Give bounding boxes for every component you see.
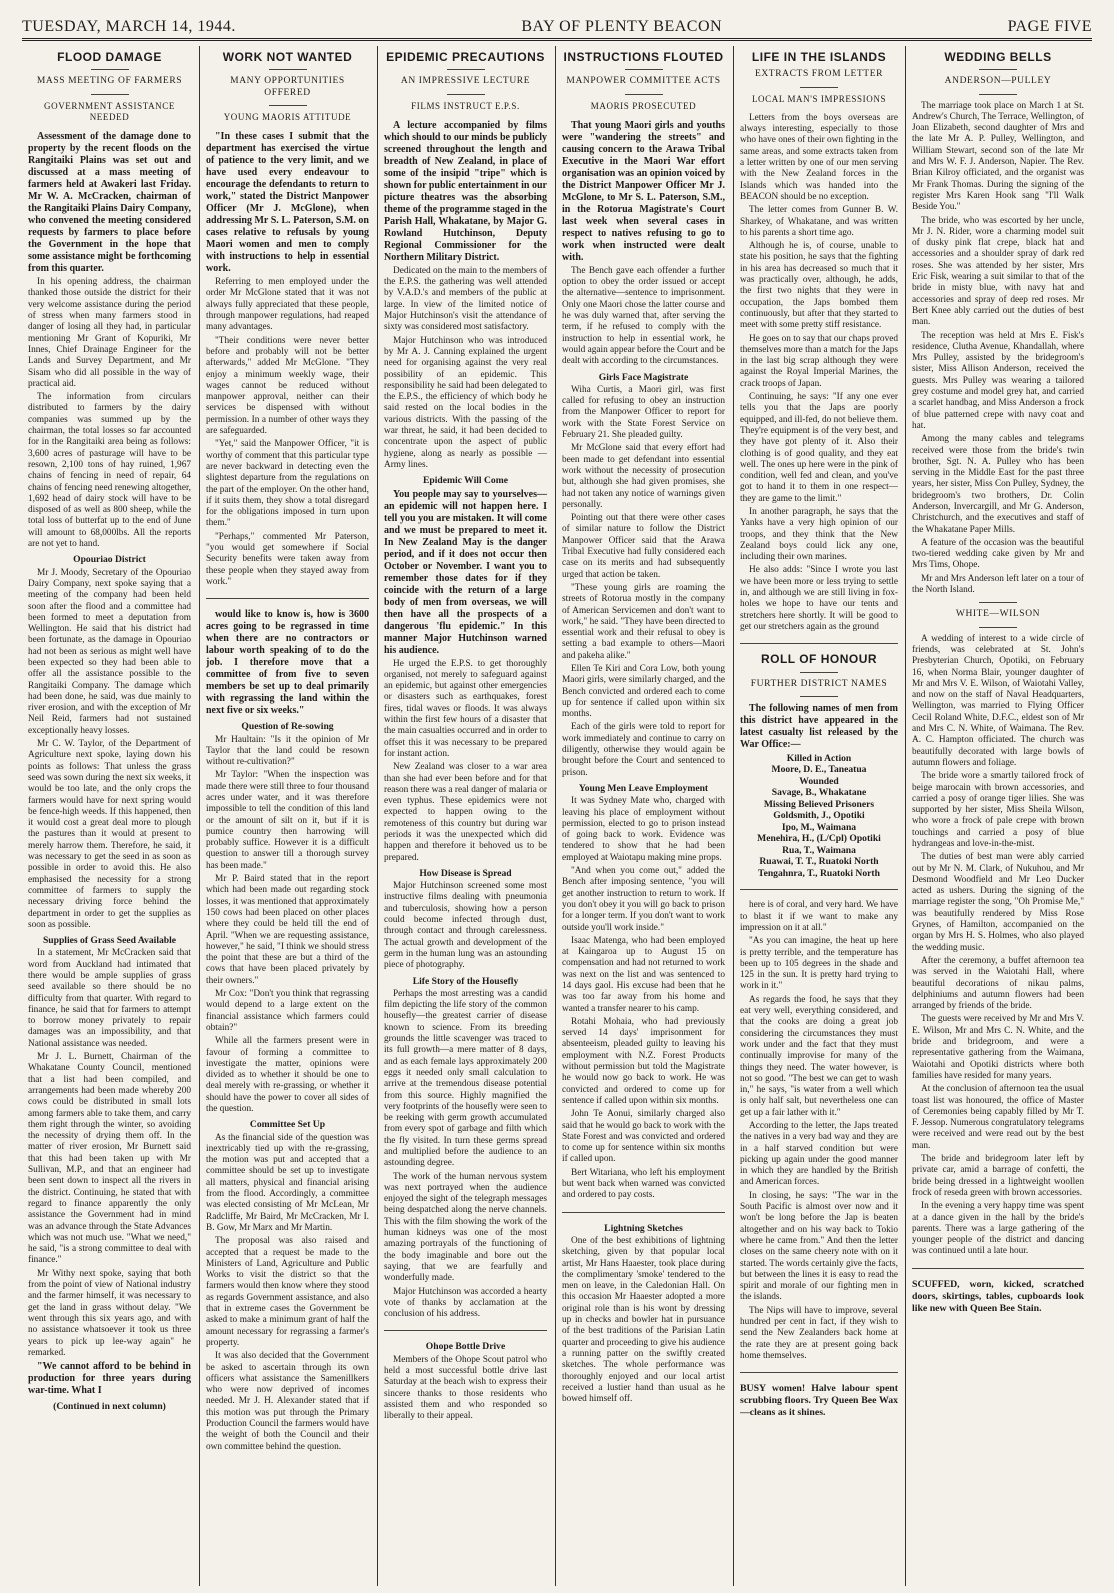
lead-paragraph: That young Maori girls and youths were "wandering the streets" and causing concern to the Arawa Tribal Executive in the Maori War effort organisation was an opinion voiced by the District Manpower Officer Mr J. McGlone, to Mr S. L. Paterson, S.M., in the Rotorua Magistrate's Court last week when several cases in respect to natives refusing to go to work when instructed were dealt with.	[562, 119, 725, 263]
paragraph: Perhaps the most arresting was a candid film depicting the life story of the common housefly—the greatest carrier of disease known to science. From its breeding grounds the little scavenger was traced to its full growth—a mere matter of 8 days, and as each female lays approximately 200 eggs it needed only small calculation to arrive at the tremendous disease potential from this source. Highly magnified the very footprints of the housefly were seen to be reeking with germ growth accumulated from every spot of garbage and filth which the fly visited. In turn these germs spread and multiplied before the audience to an astounding degree.	[384, 988, 547, 1169]
paragraph: The guests were received by Mr and Mrs V. E. Wilson, Mr and Mrs C. N. White, and the bride and bridegroom, and were a representative gathering from the Waimana, Waiotahi and Opotiki districts where both families have resided for many years.	[912, 1014, 1084, 1081]
paragraph: It was Sydney Mate who, charged with leaving his place of employment without permission, elected to go to prison instead of going back to work. Evidence was tendered to show that he had been employed at Waiotapu making mine props.	[562, 796, 725, 863]
column-work-not-wanted	[206, 46, 369, 1586]
paragraph: In another paragraph, he says that the Yanks have a very high opinion of our troops, and they think that the New Zealand boys could lick any one, including their own marines.	[740, 506, 898, 563]
section-rule	[384, 1330, 547, 1331]
subheadline: MANPOWER COMMITTEE ACTS	[566, 76, 721, 87]
subheadline: AN IMPRESSIVE LECTURE	[400, 76, 531, 87]
casualty-heading: Missing Believed Prisoners	[763, 798, 875, 810]
rule	[447, 69, 485, 70]
column-flood-damage	[28, 46, 191, 1586]
casualty-heading: Wounded	[799, 775, 839, 787]
paragraph: You people may say to yourselves—an epidemic will not happen here. I tell you you are mistaken. It will come and we must be prepared to meet it. In New Zealand May is the danger period, and if it does not occur then October or November. I want you to remember those dates for if they coincide with the return of a large body of men from overseas, we will then have all the prospects of a dangerous 'flu epidemic." In this manner Major Hutchinson warned his audience.	[384, 488, 547, 656]
paragraph: In a statement, Mr McCracken said that word from Auckland had intimated that there would be ample supplies of grass seed available so there should be no difficulty from that quarter. With regard to finance, he said that for farmers to attempt to borrow money privately to repair damages was an impossibility, and that National assistance was needed.	[28, 948, 191, 1049]
section-heading: Opouriao District	[73, 554, 146, 566]
section-heading: Supplies of Grass Seed Available	[42, 935, 177, 947]
casualty-name: Menehira, H., (L/Cpl) Opotiki	[757, 833, 881, 845]
paragraph: Mr Cox: "Don't you think that regrassing would depend to a large extent on the financial assistance which farmers could obtain?"	[206, 989, 369, 1033]
paragraph: The duties of best man were ably carried out by Mr N. M. Clark, of Nukuhou, and Mr Desmond Woodfield and Mr Leo Ducker acted as ushers. During the signing of the marriage register the song, "Oh Promise Me," was beautifully rendered by Miss Rose Grynes, of Hamilton, accompanied on the organ by Mrs H. S. Holmes, who also played the wedding music.	[912, 852, 1084, 953]
rule	[979, 602, 1017, 603]
subheadline: MAORIS PROSECUTED	[590, 100, 697, 111]
paragraph: The work of the human nervous system was next portrayed when the audience enjoyed the sight of the telegraph messages being despatched along the nerve channels. This with the film showing the work of the human kidneys was one of the most amazing portrayals of the functioning of the body imaginable and bore out the saying, that we are fearfully and wonderfully made.	[384, 1171, 547, 1284]
paragraph: According to the letter, the Japs treated the natives in a very bad way and they are in a half starved condition but were picking up again under the good manner in which they are handled by the British and American forces.	[740, 1120, 898, 1188]
paragraph: One of the best exhibitions of lightning sketching, given by that popular local artist, Mr Hans Haaester, took place during the complimentary 'smoke' tendered to the men on leave, in the Caledonian Hall. On this occasion Mr Haaester adopted a more original role than is his wont by dressing up in checks and bowler hat in pursuance of the best traditions of the Parisian Latin quarter and proceeding to give his audience a running patter on the swiftly created sketches. The whole performance was thoroughly enjoyed and our local artist received a lustier hand than usual as he bowed himself off.	[562, 1235, 725, 1405]
paragraph: Rotahi Mohaia, who had previously served 14 days' imprisonment for absenteeism, pleaded guilty to leaving his employment with N.Z. Forest Products without permission but told the Magistrate he would now go back to work. He was convicted and ordered to come up for sentence if called upon within six months.	[562, 1016, 725, 1106]
section-heading: How Disease is Spread	[419, 867, 512, 879]
column-rule	[555, 46, 556, 1586]
paragraph: In closing, he says: "The war in the South Pacific is almost over now and it won't be long before the Jap is beaten altogether and on his way back to Tokio where he came from." And then the letter closes on the same cheery note with on it started. The words certainly give the facts, but between the lines it is easy to read the spirit and morale of our fighting men in the islands.	[740, 1190, 898, 1303]
column-rule	[733, 46, 734, 1586]
advertisement: BUSY women! Halve labour spent scrubbing floors. Try Queen Bee Wax—cleans as it shines.	[740, 1383, 898, 1419]
paragraph: here is of coral, and very hard. We have to blast it if we want to make any impression on it at all."	[740, 900, 898, 933]
paragraph: Major Hutchinson screened some most instructive films dealing with pneumonia and tuberculosis, showing how a person could become infected through dust, through contact and through carelessness. The actual growth and development of the germ in the human lung was an astounding piece of photography.	[384, 881, 547, 971]
subheadline: MANY OPPORTUNITIES OFFERED	[230, 76, 345, 98]
rule	[800, 672, 838, 673]
paragraph: It was also decided that the Government be asked to ascertain through its own officers what assistance the Samenillkers who were now deprived of incomes needed. Mr J. H. Alexander stated that if this motion was put through the Primary Production Council the farmers would have the weight of both the Council and their own committee behind the question.	[206, 1351, 369, 1452]
paragraph: John Te Aonui, similarly charged also said that he would go back to work with the State Forest and was convicted and ordered to come up for sentence within six months if called upon.	[562, 1109, 725, 1165]
section-rule	[912, 1268, 1084, 1269]
casualty-name: Savage, B., Whakatane	[771, 787, 867, 799]
masthead-date: TUESDAY, MARCH 14, 1944.	[22, 18, 236, 35]
paragraph: Each of the girls were told to report for work immediately and continue to carry on diligently, otherwise they would again be brought before the Court and sentenced to prison.	[562, 722, 725, 778]
column-wedding-bells	[912, 46, 1084, 1586]
paragraph: Mr and Mrs Anderson left later on a tour of the North Island.	[912, 573, 1084, 596]
paragraph: Among the many cables and telegrams received were those from the bride's twin brother, Sgt. N. A. Pulley who has been serving in the Middle East for the past three years, her sister, Miss Con Pulley, Sydney, the bridegroom's two brothers, Dr. Colin Anderson, Invercargill, and Mr G. Anderson, Christchurch, and the executives and staff of the Whakatane Paper Mills.	[912, 434, 1084, 535]
paragraph: Mr P. Baird stated that in the report which had been made out regarding stock losses, it was mentioned that approximately 150 cows had been placed on other places where they could be held till the end of April. "When we are requesting assistance, however," he said, "I think we should stress the point that these are but a third of the cows that have been placed privately by their owners."	[206, 874, 369, 986]
paragraph: Mr J. Moody, Secretary of the Opouriao Dairy Company, next spoke saying that a meeting of the company had been held soon after the flood and a committee had been formed to meet a deputation from Wellington. He said that his district had been fortunate, as the damage in Opouriao had not been as serious as might well have been expected so they had been able to offer all the assistance possible to the Rangitaiki Company. The damage which had been done, he said, was due mainly to river erosion, and with the exception of Mr Neil Reid, farmers had not sustained exceptionally heavy losses.	[28, 567, 191, 736]
section-rule	[740, 1372, 898, 1373]
paragraph: "We cannot afford to be behind in production for three years during war-time. What I	[28, 1361, 191, 1397]
paragraph: "Their conditions were never better before and probably will not be better afterwards," added Mr McGlone. "They enjoy a minimum weekly wage, their wages cannot be reduced without manpower approval, neither can their services be dispensed with without permission. In a number of other ways they are safeguarded.	[206, 335, 369, 437]
continued-paragraph: would like to know is, how is 3600 acres going to be regrassed in time when there are no contractors or labour worth speaking of to do the job. I therefore move that a committee of from five to seven members be set up to deal primarily with regrassing the land within the next five or six weeks."	[206, 609, 369, 717]
section-rule	[740, 889, 898, 890]
paragraph: Dedicated on the main to the members of the E.P.S. the gathering was well attended by V.A.D.'s and members of the public at large. In view of the limited notice of Major Hutchinson's visit the attendance of sixty was considered most satisfactory.	[384, 265, 547, 333]
casualty-name: Ruawai, T. T., Ruatoki North	[759, 856, 879, 868]
column-rule	[905, 46, 906, 1586]
lead-paragraph: Assessment of the damage done to property by the recent floods on the Rangitaiki Plains was set out and discussed at a mass meeting of farmers held at Awakeri last Friday. Mr W. A. McCracken, chairman of the Rangitaiki Plains Dairy Company, who convened the meeting considered requests by farmers to place before the Government in the hope that some assistance might be forthcoming from this quarter.	[28, 131, 191, 275]
paragraph: "And when you come out," added the Bench after imposing sentence, "you will get another instruction to return to work. If you don't obey it you will go back to prison for a longer term. If you don't want to work outside you'll work inside."	[562, 866, 725, 933]
casualty-name: Tengahnra, T., Ruatoki North	[758, 867, 880, 879]
headline: WEDDING BELLS	[944, 50, 1052, 64]
rule	[91, 94, 129, 95]
paragraph: The information from circulars distributed to farmers by the dairy companies was summed up by the chairman, the total losses so far accounted for in the Rangitaiki area being as follows: 3,600 acres of pasturage will have to be resown, 2,100 tons of hay ruined, 1,967 chains of fencing in need of repair, 64 chains of fencing need renewing altogether, 1,692 head of dairy stock will have to be disposed of as well as 800 sheep, while the total loss of butterfat up to the end of June will amount to 68,000lbs. All the reports are not yet to hand.	[28, 392, 191, 550]
paragraph: Isaac Matenga, who had been employed at Kaingaroa up to August 15 on compensation and had not returned to work was next on the list and was sentenced to 14 days gaol. His excuse had been that he was too far away from his home and wanted a transfer nearer to his camp.	[562, 935, 725, 1014]
subheadline: LOCAL MAN'S IMPRESSIONS	[751, 93, 887, 104]
paragraph: Ellen Te Kiri and Cora Low, both young Maori girls, were similarly charged, and the Bench convicted and ordered each to come up for sentence if called upon within six months.	[562, 663, 725, 720]
paragraph: Major Hutchinson who was introduced by Mr A. J. Canning explained the urgent need for organising against the very real possibility of an epidemic. This responsibility he said had been delegated to the E.P.S., the efficiency of which body he said rested on the local bodies in the various districts. With the passing of the war threat, he said, it had been decided to concentrate upon the aspect of public hygiene, along as nearly as possible —Army lines.	[384, 335, 547, 470]
casualty-name: Ipo, M., Waimana	[781, 821, 857, 833]
casualty-name: Rua, T., Waimana	[782, 844, 856, 856]
rule	[91, 69, 129, 70]
column-rule	[199, 46, 200, 1586]
rule	[269, 69, 307, 70]
paragraph: He goes on to say that our chaps proved themselves more than a match for the Japs in the last big scrap although they were against the Royal Imperial Marines, the crack troops of Japan.	[740, 333, 898, 389]
subheadline: ANDERSON—PULLEY	[944, 76, 1052, 87]
paragraph: A feature of the occasion was the beautiful two-tiered wedding cake given by Mr and Mrs Tims, Ohope.	[912, 537, 1084, 571]
paragraph: The bride and bridegroom later left by private car, amid a barrage of confetti, the bride being dressed in a lightweight woollen frock of reseda green with brown accessories.	[912, 1154, 1084, 1198]
subheadline: EXTRACTS FROM LETTER	[754, 69, 884, 80]
section-heading: Young Men Leave Employment	[578, 782, 709, 794]
lead-paragraph: "In these cases I submit that the department has exercised the virtue of patience to the very limit, and we have used every endeavour to encourage the defendants to return to work," stated the District Manpower Officer (Mr J. McGlone), when addressing Mr S. L. Paterson, S.M. on cases relative to refusals by young Maori women and men to comply with instructions to help in essential work.	[206, 131, 369, 275]
section-heading: Ohope Bottle Drive	[425, 1341, 506, 1353]
paragraph: The proposal was also raised and accepted that a request be made to the Ministers of Land, Agriculture and Public Works to visit the district so that the farmers would then know where they stood as regards Government assistance, and also that in extreme cases the Government be asked to make a minimum grant of half the amount necessary for regrassing a farmer's property.	[206, 1236, 369, 1348]
column-instructions-flouted	[562, 46, 725, 1586]
paragraph: Mr J. L. Burnett, Chairman of the Whakatane County Council, mentioned that a list had been compiled, and arrangements had been made whereby 200 cows could be distributed in small lots among farmers able to take them, and carry them right through the winter, so avoiding the necessity of drying them off. In the matter of river erosion, Mr Burnett said that this had been taken up with Mr Sullivan, M.P., and that an engineer had been sent down to inspect all the rivers in the district. Continuing, he stated that with regard to finance apparently the only assistance the Government had in mind was an advance through the State Advances which was not much use. "What we need," he said, "is a strong committee to deal with finance."	[28, 1052, 191, 1266]
paragraph: At the conclusion of afternoon tea the usual toast list was honoured, the office of Master of Ceremonies being capably filled by Mr T. F. Jessop. Numerous congratulatory telegrams were received and were read out by the best man.	[912, 1084, 1084, 1151]
headline: EPIDEMIC PRECAUTIONS	[386, 50, 545, 64]
rule	[625, 94, 663, 95]
rule	[800, 696, 838, 697]
subheadline: GOVERNMENT ASSISTANCE NEEDED	[44, 100, 175, 122]
paragraph: Letters from the boys overseas are always interesting, especially to those who have ones of their own fighting in the same areas, and some extracts taken from a letter written by one of our men serving with the New Zealand forces in the Islands which was handed into the BEACON should be no exception.	[740, 112, 898, 202]
headline: FLOOD DAMAGE	[57, 50, 162, 64]
paragraph: Members of the Ohope Scout patrol who held a most successful bottle drive last Saturday at the beach wish to express their sincere thanks to those residents who assisted them and who responded so liberally to their appeal.	[384, 1354, 547, 1422]
rule	[979, 69, 1017, 70]
masthead-page-number: PAGE FIVE	[1007, 18, 1092, 35]
paragraph: Major Hutchinson was accorded a hearty vote of thanks by acclamation at the conclusion of his address.	[384, 1286, 547, 1320]
paragraph: Referring to men employed under the order Mr McGlone stated that it was not always fully appreciated that these people, through manpower regulations, had reaped many advantages.	[206, 277, 369, 333]
paragraph: Mr C. W. Taylor, of the Department of Agriculture next spoke, laying down his points as follows: That unless the grass seed was sown during the next six weeks, it would be too late, and the only crops the farmers would have for next spring would be fence-high weeds. If this happened, then it would cost a great deal more to plough the pastures than it would at present to merely harrow them. Therefore, he said, it was necessary to get the seed in as soon as possible in order to avoid this. He also emphasised the necessity for a strong committee of farmers to supply the necessary driving force behind the department in order to get the supplies as soon as possible.	[28, 739, 191, 930]
rule	[447, 94, 485, 95]
paragraph: The reception was held at Mrs E. Fisk's residence, Clutha Avenue, Khandallah, where Mrs Pulley, assisted by the bridegroom's sister, Miss Allison Anderson, received the guests. Mrs Pulley was wearing a tailored grey costume and model grey hat, and carried a scarlet handbag, and Miss Anderson a frock of blue patterned crepe with navy coat and hat.	[912, 330, 1084, 431]
section-heading: Girls Face Magistrate	[598, 371, 689, 383]
casualty-name: Moore, D. E., Taneatua	[771, 764, 867, 776]
subheadline: MASS MEETING OF FARMERS	[36, 76, 183, 87]
section-heading: Epidemic Will Come	[423, 475, 508, 487]
paragraph: He urged the E.P.S. to get thoroughly organised, not merely to safeguard against an epidemic, but against other emergencies or disasters such as earthquakes, forest fires, tidal waves or floods. It was always within the first few hours of a disaster that the main casualties occurred and in order to offset this it was necessary to be prepared for instant action.	[384, 658, 547, 759]
paragraph: A wedding of interest to a wide circle of friends, was celebrated at St. John's Presbyterian Church, Opotiki, on February 16, when Norma Blair, younger daughter of Mr and Mrs V. E. Wilson, of Waiotahi Valley, and now on the staff of Naval Headquarters, Wellington, was married to Flying Officer Cecil Roland White, D.F.C., eldest son of Mr and Mrs C. N. White, of Waimana. The Rev. A. C. Hampton officiated. The church was beautifully decorated with large bowls of autumn flowers and foliage.	[912, 633, 1084, 768]
paragraph: The bride wore a smartly tailored frock of beige marocain with brown accessories, and carried a posy of orange tiger lilies. She was supported by her sister, Miss Sheila Wilson, who wore a frock of pale crepe with brown touchings and carried a posy of blue hydrangeas and love-in-the-mist.	[912, 771, 1084, 849]
paragraph: The marriage took place on March 1 at St. Andrew's Church, The Terrace, Wellington, of Joan Elizabeth, second daughter of Mrs and the late Mr A. P. Pulley, Wellington, and William Stewart, second son of the late Mr and Mrs W. F. J. Anderson, Napier. The Rev. Brian Kilroy officiated, and the organist was Mr Frank Thomas. During the signing of the register Mrs Karen Hook sang "I'll Walk Beside You."	[912, 100, 1084, 213]
rule	[269, 105, 307, 106]
section-rule	[206, 598, 369, 599]
paragraph: Although he is, of course, unable to state his position, he says that the fighting in his area has decreased so much that it was practically over, although, he adds, the first two nights that they were in occupation, the Japs bombed them continuously, but after that they started to meet with some pretty stiff resistance.	[740, 241, 898, 331]
rule	[979, 94, 1017, 95]
paragraph: "As you can imagine, the heat up here is pretty terrible, and the temperature has been up to 105 degrees in the shade and 125 in the sun. It is pretty hard trying to work in it."	[740, 936, 898, 992]
paragraph: "Yet," said the Manpower Officer, "it is worthy of comment that this particular type are never backward in detecting even the slightest departure from the regulations on the part of the employer. On the other hand, if it suits them, they show a total disregard for the obligations imposed in turn upon them."	[206, 439, 369, 529]
roll-of-honour-headline: ROLL OF HONOUR	[760, 652, 878, 667]
paragraph: Continuing, he says: "If any one ever tells you that the Japs are poorly equipped, and ill-fed, do not believe them. They're equipment is of the very best, and they have got plenty of it. Also their clothing is of good quality, and they eat well. The ones up here were in the pink of condition, well fed and clean, and you've got to hand it to them in one respect—they are game to the limit."	[740, 392, 898, 504]
paragraph: Bert Witariana, who left his employment but went back when warned was convicted and ordered to pay costs.	[562, 1167, 725, 1201]
continuation-note: (Continued in next column)	[53, 1401, 166, 1413]
masthead	[22, 10, 1092, 36]
section-rule	[562, 1212, 725, 1213]
paragraph: New Zealand was closer to a war area than she had ever been before and for that reason there was a real danger of malaria or even typhus. These epidemics were not expected to happen owing to the remoteness of this country but during war periods it was the unexpected which did happen and therefore it behoved us to be prepared.	[384, 762, 547, 863]
casualty-heading: Killed in Action	[786, 752, 852, 764]
paragraph: "These young girls are roaming the streets of Rotorua mostly in the company of American Servicemen and don't want to work," he said. "They have been directed to essential work and their refusal to obey is setting a bad example to others—Maori and pakeha alike."	[562, 582, 725, 661]
paragraph: The letter comes from Gunner B. W. Sharkey, of Whakatane, and was written to his parents a short time ago.	[740, 205, 898, 238]
paragraph: As the financial side of the question was inextricably tied up with the re-grassing, the motion was put and accepted that a committee should be set up to investigate all matters, physical and financial arising from the flood. Accordingly, a committee was elected consisting of Mr McLean, Mr Radcliffe, Mr Baird, Mr McCracken, Mr I. B. Gow, Mr Marx and Mr Martin.	[206, 1132, 369, 1233]
lead-paragraph: A lecture accompanied by films which should to our minds be publicly screened throughout the length and breadth of New Zealand, in place of some of the insipid "tripe" which is shown for public entertainment in our picture theatres was the absorbing theme of the programme staged in the Parish Hall, Whakatane, by Major G. Rowland Hutchinson, Deputy Regional Commissioner for the Northern Military District.	[384, 119, 547, 263]
headline: LIFE IN THE ISLANDS	[751, 50, 887, 64]
paragraph: He also adds: "Since I wrote you last we have been more or less trying to settle in, and although we are still living in fox-holes we hope to have our tents and stretchers here shortly. It will be good to get our stretchers again as the ground	[740, 565, 898, 632]
paragraph: Mr Withy next spoke, saying that both from the point of view of National industry and the farmer himself, it was necessary to get the land in grass without delay. "We went through this six years ago, and with no assistance whatsoever it took us three years to pick up lee-way again" he remarked.	[28, 1268, 191, 1358]
section-heading: Lightning Sketches	[604, 1222, 683, 1234]
paragraph: The Nips will have to improve, several hundred per cent in fact, if they wish to send the New Zealanders back home at the rate they are at present going back home themselves.	[740, 1305, 898, 1361]
section-rule	[740, 643, 898, 644]
column-rule	[377, 46, 378, 1586]
paragraph: As regards the food, he says that they eat very well, everything considered, and that the cooks are doing a great job considering the circumstances they must work under and the fact that they must continually improvise for many of the things they need. The water however, is not so good. "The best we can get to wash in," he says, "is water from a well which is only half salt, but nevertheless one can get up a fair lather with it."	[740, 994, 898, 1118]
rule	[625, 69, 663, 70]
paragraph: Wiha Curtis, a Maori girl, was first called for refusing to obey an instruction from the Manpower Officer to report for work with the State Forest Service on February 21. She pleaded guilty.	[562, 384, 725, 441]
paragraph: "Perhaps," commented Mr Paterson, "you would get somewhere if Social Security benefits were taken away from these people when they stayed away from work."	[206, 531, 369, 587]
paragraph: The bride, who was escorted by her uncle, Mr J. N. Rider, wore a charming model suit of dusky pink flat crepe, black hat and accessories and a shoulder spray of dark red roses. She was attended by her sister, Mrs Eric Fisk, wearing a suit similar to that of the bride in misty blue, with navy hat and accessories and spray of deep red roses. Mr Bert Knee ably carried out the duties of best man.	[912, 215, 1084, 328]
casualty-list	[740, 753, 898, 880]
column-life-in-the-islands	[740, 46, 898, 1586]
subheadline: FURTHER DISTRICT NAMES	[750, 678, 888, 689]
casualty-name: Goldsmith, J., Opotiki	[773, 810, 865, 822]
paragraph: Pointing out that there were other cases of similar nature to follow the District Manpower Officer said that the Arawa Tribal Executive had fully considered each case on its merits and had subsequently urged that action be taken.	[562, 513, 725, 580]
headline: INSTRUCTIONS FLOUTED	[563, 50, 724, 64]
section-heading: Question of Re-sowing	[241, 721, 334, 733]
paragraph: Mr McGlone said that every effort had been made to get defendant into essential work without the necessity of prosecution but, although she had given promises, she had not taken any notice of warnings given personally.	[562, 443, 725, 510]
subheadline: YOUNG MAORIS ATTITUDE	[223, 111, 352, 122]
subheadline: WHITE—WILSON	[955, 609, 1041, 620]
paragraph: Mr Haultain: "Is it the opinion of Mr Taylor that the land could be resown without re-cultivation?"	[206, 734, 369, 768]
section-heading: Life Story of the Housefly	[412, 975, 519, 987]
column-epidemic-precautions	[384, 46, 547, 1586]
paragraph: In his opening address, the chairman thanked those outside the district for their very welcome assistance during the period of stress when many farmers stood in danger of losing all they had, in particular mentioning Mr Grant of Kopuriki, Mr Innes, Chief Drainage Engineer for the Lands and Survey Department, and Mr Sisam who did all possible in the way of practical aid.	[28, 277, 191, 389]
rule	[800, 87, 838, 88]
section-heading: Committee Set Up	[249, 1119, 326, 1131]
paragraph: After the ceremony, a buffet afternoon tea was served in the Waiotahi Hall, where beautiful decorations of nikau palms, delphiniums and autumn flowers had been arranged by friends of the bride.	[912, 955, 1084, 1012]
paragraph: The Bench gave each offender a further option to obey the order issued or accept the alternative—sentence to imprisonment. Only one Maori chose the latter course and he was duly warned that, after serving the term, if he refused to comply with the instruction to help in essential work, he would again appear before the Court and be dealt with according to the circumstances.	[562, 265, 725, 367]
paragraph: Mr Taylor: "When the inspection was made there were still three to four thousand acres under water, and it was therefore impossible to tell the condition of this land or the amount of silt on it, but if it is pumice country then harrowing will probably suffice. However it is a difficult question to answer till a thorough survey has been made."	[206, 770, 369, 871]
headline: WORK NOT WANTED	[222, 50, 353, 64]
advertisement: SCUFFED, worn, kicked, scratched doors, skirtings, tables, cupboards look like new with Queen Bee Stain.	[912, 1278, 1084, 1314]
subheadline: FILMS INSTRUCT E.P.S.	[411, 100, 520, 111]
masthead-paper-name: BAY OF PLENTY BEACON	[521, 18, 723, 35]
paragraph: In the evening a very happy time was spent at a dance given in the hall by the bride's parents. There was a large gathering of the younger people of the district and dancing was continued until a late hour.	[912, 1201, 1084, 1257]
paragraph: The following names of men from this district have appeared in the latest casualty list released by the War Office:—	[740, 702, 898, 750]
rule	[979, 627, 1017, 628]
masthead-rule	[22, 38, 1092, 41]
paragraph: While all the farmers present were in favour of forming a committee to investigate the matter, opinions were divided as to whether it should be one to deal merely with re-grassing, or whether it should have the power to cover all sides of the question.	[206, 1036, 369, 1114]
